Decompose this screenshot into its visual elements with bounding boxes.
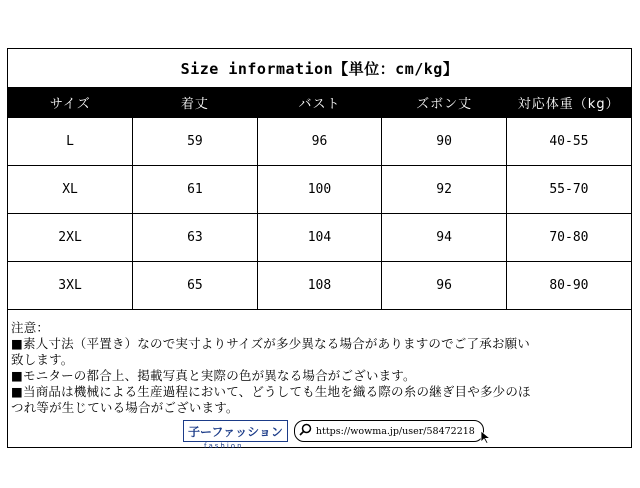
size-chart-title: Size information【単位：cm/kg】 [180,59,459,78]
cell-bust: 96 [257,118,382,166]
table-row [8,118,631,166]
cell-size: 2XL [8,214,133,262]
cell-pants-length: 94 [382,214,507,262]
cursor-arrow-icon [480,430,491,447]
cell-bust: 100 [257,166,382,214]
shop-logo-text: 子ーファッション [188,424,283,439]
cell-weight: 80-90 [506,262,631,310]
cell-weight: 70-80 [506,214,631,262]
header-bust: バスト [257,87,382,118]
shop-logo [183,420,288,450]
cell-length: 59 [133,118,258,166]
note-line: ■モニターの都合上、掲載写真と実際の色が異なる場合がございます。 [11,368,416,383]
table-row [8,262,631,310]
watermark [183,420,484,450]
cell-length: 61 [133,166,258,214]
cell-pants-length: 90 [382,118,507,166]
notes-section [11,320,631,416]
cell-bust: 108 [257,262,382,310]
note-line: つれ等が生じている場合がございます。 [11,400,239,415]
header-weight: 対応体重（kg） [506,87,631,118]
cell-size: 3XL [8,262,133,310]
search-icon [299,423,312,439]
cell-bust: 104 [257,214,382,262]
table-row [8,166,631,214]
notes-heading: 注意： [11,320,50,335]
shop-url[interactable]: https://wowma.jp/user/58472218 [315,425,475,437]
header-pants-length: ズボン丈 [382,87,507,118]
note-line: 致します。 [11,352,74,367]
header-size: サイズ [8,87,133,118]
cell-length: 63 [133,214,258,262]
table-row [8,214,631,262]
size-chart [7,48,632,448]
cell-pants-length: 96 [382,262,507,310]
header-length: 着丈 [133,87,258,118]
cell-length: 65 [133,262,258,310]
note-line: ■素人寸法（平置き）なので実寸よりサイズが多少異なる場合がありますのでご了承お願い [11,336,531,351]
cell-size: L [8,118,133,166]
note-line: ■当商品は機械による生産過程において、どうしても生地を織る際の糸の継ぎ目や多少のほ [11,384,531,399]
cell-weight: 55-70 [506,166,631,214]
size-table [8,87,631,310]
cell-size: XL [8,166,133,214]
cell-weight: 40-55 [506,118,631,166]
cell-pants-length: 92 [382,166,507,214]
shop-logo-sub: fashion [204,442,244,450]
table-header-row [8,87,631,118]
shop-url-pill[interactable] [294,420,484,442]
